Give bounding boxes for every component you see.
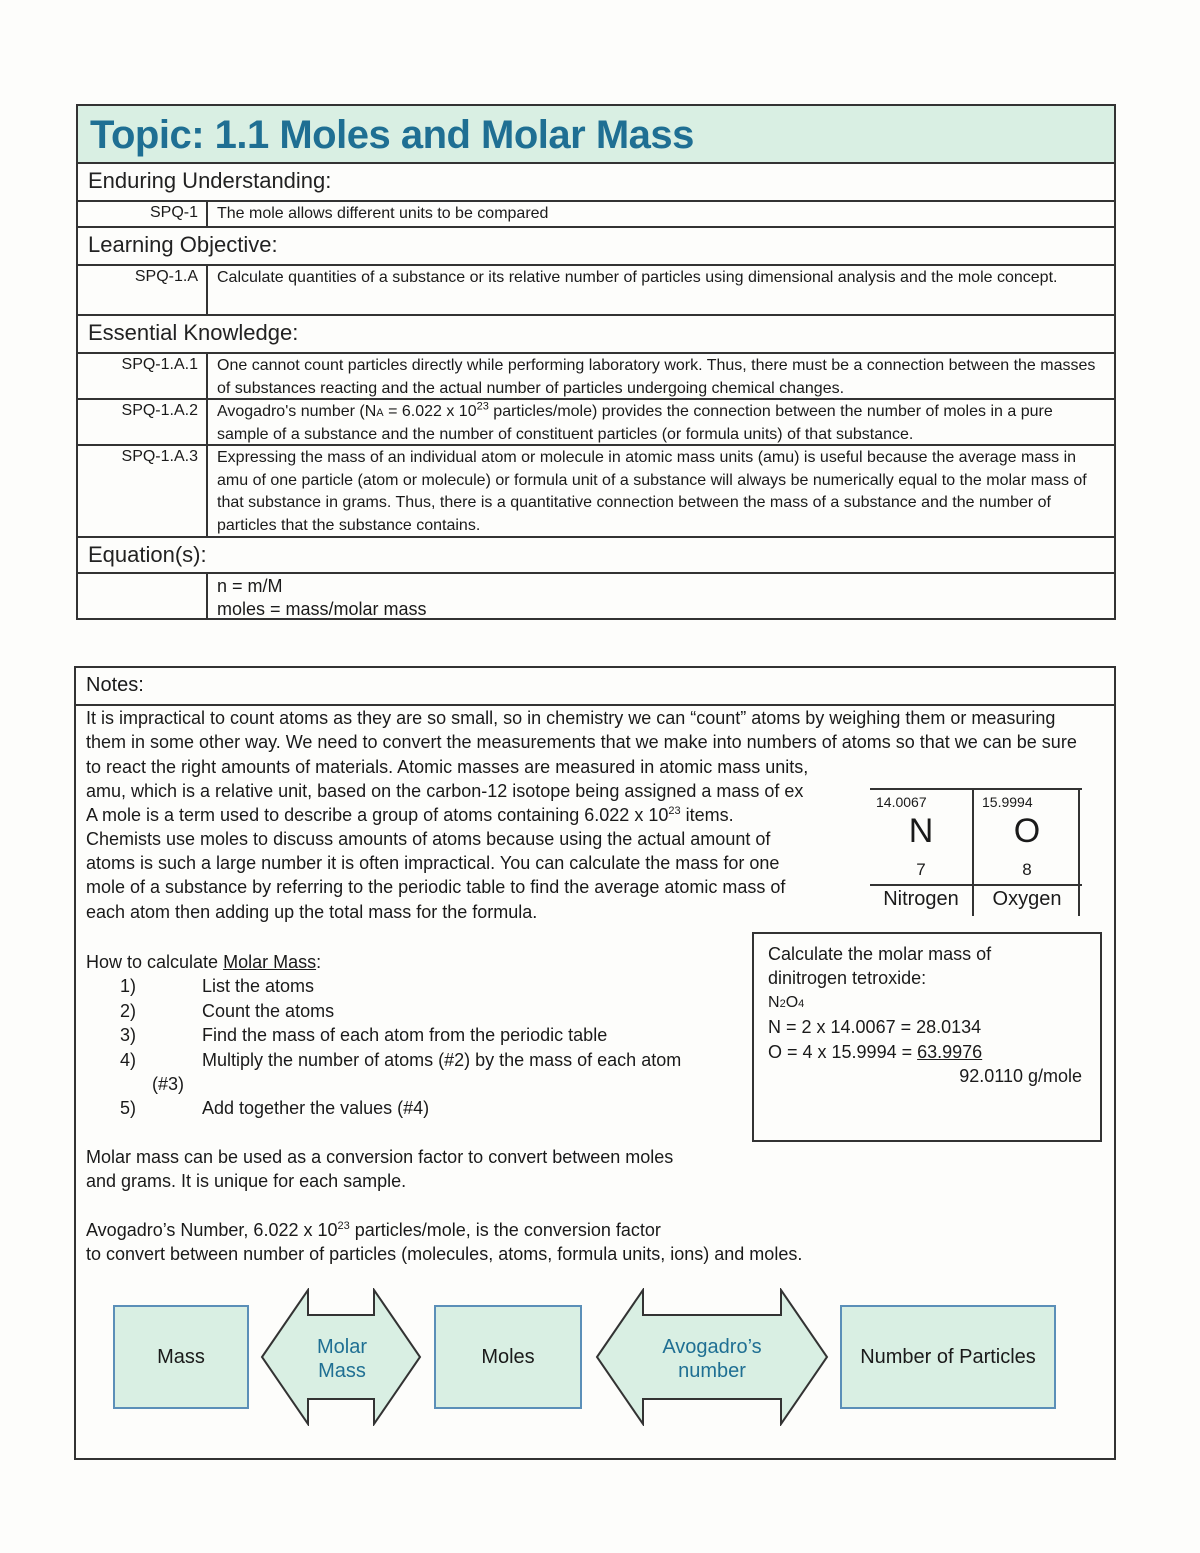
objective-label: Learning Objective: — [88, 232, 278, 257]
example-formula — [768, 991, 1090, 1015]
formula-2: 2 — [779, 997, 786, 1010]
knowledge-row-2 — [78, 400, 1114, 446]
step-number: 5) — [120, 1098, 137, 1119]
notes-label: Notes: — [86, 674, 144, 696]
example-line-1: Calculate the molar mass of — [768, 944, 992, 964]
flow-label-moles: Moles — [481, 1345, 535, 1368]
formula-n: N — [768, 993, 780, 1011]
knowledge-header — [78, 316, 1114, 354]
avogadro-label-line-2: number — [678, 1360, 746, 1382]
knowledge-label: Essential Knowledge: — [88, 320, 299, 345]
equation-line-1: n = m/M — [217, 576, 283, 596]
topic-table — [76, 104, 1116, 620]
element-name: Nitrogen — [883, 888, 959, 910]
knowledge-text: One cannot count particles directly while performing laboratory work. Thus, there must be a connection between the masses of substances reacting and the actual number of particles undergoing chemical changes. — [217, 357, 1096, 397]
notes-chem-line-2: atoms is such a large number it is often impractical. You can calculate the mass for one — [86, 853, 780, 873]
steps-heading-a: How to calculate — [86, 952, 224, 972]
mole-text-a: A mole is a term used to describe a group of atoms containing 6.022 x 10 — [86, 805, 669, 825]
step-item — [86, 1096, 430, 1120]
knowledge-text-sup: 23 — [476, 400, 489, 413]
knowledge-row-1 — [78, 354, 1114, 400]
avogadro-text-sup: 23 — [337, 1220, 350, 1232]
example-calculation-box — [752, 932, 1102, 1142]
element-number: 8 — [1022, 860, 1032, 879]
knowledge-code: SPQ-1.A.1 — [78, 354, 208, 398]
notes-chem-line-1: Chemists use moles to discuss amounts of atoms because using the actual amount of — [86, 829, 771, 849]
element-number: 7 — [916, 860, 926, 879]
step-number: 1) — [120, 976, 137, 997]
flow-box-mass — [113, 1305, 249, 1409]
knowledge-text — [217, 401, 1102, 446]
step-item — [86, 1048, 682, 1072]
example-n-calc: N = 2 x 14.0067 = 28.0134 — [768, 1017, 982, 1038]
knowledge-text: Expressing the mass of an individual atom or molecule in atomic mass units (amu) is useful because the average mass in amu of one particle (atom or molecule) or formula unit of a substance will always be numerically equal to the molar mass of that substance in grams. Thus, there is a quantitative connection between the mass of a substance and the number of particles that the substance contains. — [217, 449, 1087, 534]
step-text: (#3) — [152, 1073, 185, 1094]
example-content — [768, 942, 1090, 1088]
knowledge-row-3 — [78, 446, 1114, 538]
avogadro-text-a: Avogadro’s Number, 6.022 x 10 — [86, 1220, 338, 1240]
element-oxygen — [976, 788, 1080, 916]
flow-label-particles: Number of Particles — [860, 1345, 1036, 1368]
conversion-line-1: Molar mass can be used as a conversion factor to convert between moles — [86, 1147, 674, 1167]
flow-label-molar-mass — [292, 1335, 392, 1383]
steps-heading-u: Molar Mass — [223, 952, 317, 972]
notes-header — [76, 668, 1114, 706]
element-nitrogen — [870, 788, 974, 916]
objective-code: SPQ-1.A — [78, 266, 208, 314]
avogadro-line-2: to convert between number of particles (molecules, atoms, formula units, ions) and moles. — [86, 1244, 803, 1264]
step-text: Multiply the number of atoms (#2) by the mass of each atom — [202, 1049, 682, 1070]
knowledge-code: SPQ-1.A.2 — [78, 400, 208, 444]
step-item-continued — [86, 1072, 321, 1096]
step-item — [86, 1023, 608, 1047]
element-symbol: O — [1013, 812, 1041, 850]
knowledge-code: SPQ-1.A.3 — [78, 446, 208, 536]
knowledge-text-b: = 6.022 x 10 — [383, 403, 477, 420]
flow-box-particles — [840, 1305, 1056, 1409]
enduring-label: Enduring Understanding: — [88, 168, 332, 193]
step-number: 4) — [120, 1049, 137, 1070]
topic-title: Topic: 1.1 Moles and Molar Mass — [90, 113, 694, 157]
flow-label-mass: Mass — [157, 1345, 205, 1368]
equation-row — [78, 574, 1114, 620]
enduring-code: SPQ-1 — [78, 202, 208, 226]
notes-chem-line-4: each atom then adding up the total mass for the formula. — [86, 902, 538, 922]
equation-header — [78, 538, 1114, 574]
enduring-row — [78, 202, 1114, 228]
enduring-text: The mole allows different units to be compared — [217, 205, 549, 222]
step-number: 2) — [120, 1000, 137, 1021]
step-item — [86, 999, 335, 1023]
equation-label: Equation(s): — [88, 542, 207, 567]
step-text: List the atoms — [202, 976, 315, 997]
notes-mole-line — [86, 803, 734, 827]
conversion-line-2: and grams. It is unique for each sample. — [86, 1171, 407, 1191]
knowledge-text-c: particles/mole) provides the connection between the number of moles in a pure sample of a substance and the number of constituent particles (or formula units) of that substance. — [217, 403, 1053, 443]
formula-4: 4 — [798, 997, 805, 1010]
enduring-header — [78, 164, 1114, 202]
objective-header — [78, 228, 1114, 266]
step-text: Count the atoms — [202, 1000, 335, 1021]
molar-mass-steps — [86, 950, 682, 1121]
avogadro-text-b: particles/mole, is the conversion factor — [349, 1220, 661, 1240]
periodic-elements — [870, 788, 1082, 916]
element-mass: 15.9994 — [982, 794, 1033, 810]
flow-box-moles — [434, 1305, 582, 1409]
notes-box — [74, 666, 1116, 1460]
example-line-2: dinitrogen tetroxide: — [768, 968, 927, 989]
knowledge-text-a: Avogadro's number (N — [217, 403, 377, 420]
notes-chem-line-3: mole of a substance by referring to the periodic table to find the average atomic mass of — [86, 877, 786, 897]
mole-text-b: items. — [680, 805, 734, 825]
step-text: Add together the values (#4) — [202, 1098, 430, 1119]
o-calc-a: O = 4 x 15.9994 = — [768, 1041, 918, 1062]
example-total: 92.0110 g/mole — [959, 1066, 1082, 1087]
objective-text: Calculate quantities of a substance or its relative number of particles using dimensional analysis and the mole concept. — [217, 269, 1058, 286]
step-text: Find the mass of each atom from the periodic table — [202, 1025, 608, 1046]
formula-o: O — [785, 993, 799, 1011]
element-symbol: N — [908, 812, 934, 850]
step-item — [86, 974, 321, 998]
molar-mass-line-2: Mass — [318, 1360, 366, 1382]
steps-heading — [86, 950, 321, 974]
element-mass: 14.0067 — [876, 794, 927, 810]
knowledge-text-sub: A — [376, 407, 384, 419]
avogadro-label-line-1: Avogadro’s — [662, 1336, 762, 1358]
steps-heading-b: : — [316, 952, 322, 972]
avogadro-line-1 — [86, 1218, 661, 1242]
objective-row — [78, 266, 1114, 316]
notes-amu-line: amu, which is a relative unit, based on the carbon-12 isotope being assigned a mass of ex — [86, 781, 804, 801]
equation-code-cell — [78, 574, 208, 620]
mole-text-sup: 23 — [668, 805, 681, 817]
molar-mass-line-1: Molar — [316, 1336, 367, 1358]
element-name: Oxygen — [992, 888, 1062, 910]
o-calc-u: 63.9976 — [917, 1041, 983, 1062]
example-o-calc — [768, 1040, 1090, 1064]
equation-line-2: moles = mass/molar mass — [217, 599, 427, 619]
equation-text — [217, 575, 1102, 621]
step-number: 3) — [120, 1025, 137, 1046]
notes-intro: It is impractical to count atoms as they are so small, so in chemistry we can “count” atoms by weighing them or measuring them in some other way. We need to convert the measurements that we make into numbers of atoms so that we can be sure to react the right amounts of materials. Atomic masses are measured in atomic mass units, — [86, 708, 1077, 777]
topic-title-bar — [78, 106, 1114, 164]
flow-label-avogadro — [642, 1335, 782, 1383]
